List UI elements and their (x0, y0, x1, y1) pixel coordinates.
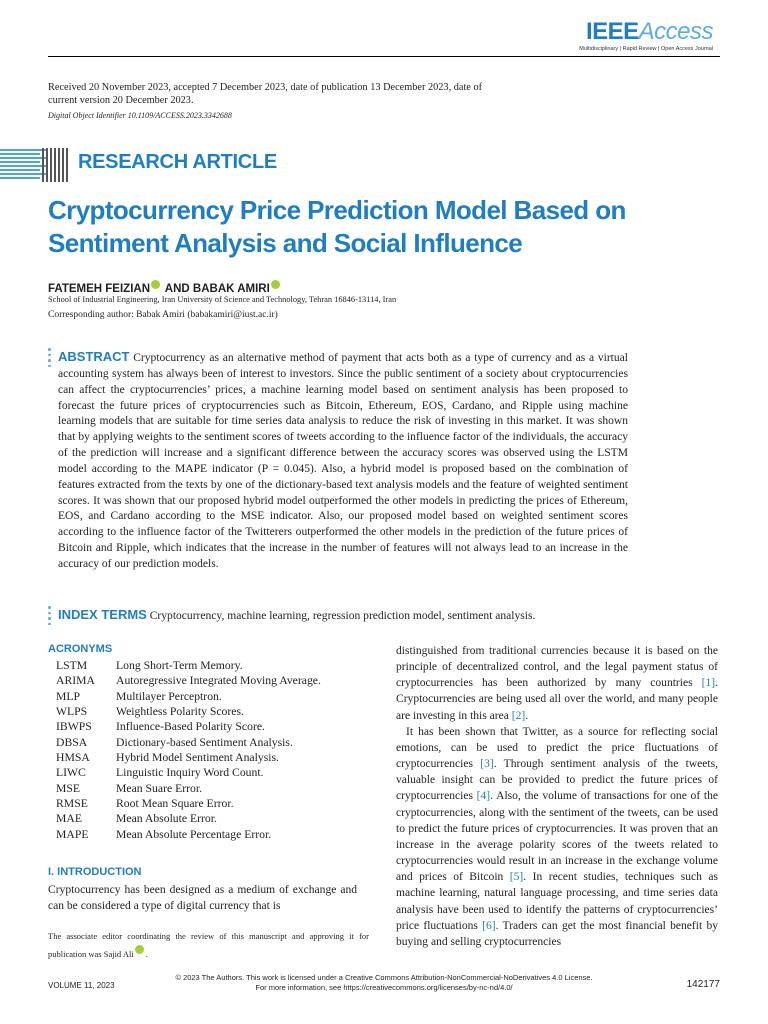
index-terms-label: INDEX TERMS (58, 607, 147, 622)
right-column (396, 643, 718, 950)
citation-link[interactable]: [5] (509, 871, 524, 884)
affiliation: School of Industrial Engineering, Iran University of Science and Technology, Tehran 16846-13114, Iran (48, 295, 397, 304)
section-heading-introduction: I. INTRODUCTION (48, 866, 142, 878)
doi[interactable]: Digital Object Identifier 10.1109/ACCESS.2023.3342688 (48, 111, 232, 120)
acronym-abbr: MLP (56, 689, 81, 703)
logo-access: Access (638, 18, 713, 45)
paper-title: Cryptocurrency Price Prediction Model Based on Sentiment Analysis and Social Influence (48, 195, 626, 258)
editor-footnote (48, 929, 369, 962)
acronym-abbr: MSE (56, 781, 81, 795)
paragraph (396, 724, 718, 950)
citation-link[interactable]: [3] (480, 758, 494, 771)
citation-link[interactable]: [2] (511, 709, 526, 722)
header-rule (48, 56, 720, 57)
text-run: . In recent studies, techniques such as machine learning, natural language processing, and time series data analysis have been used to identify the patterns of cryptocurrencies’ price fluctuations (396, 871, 718, 932)
footnote-period: . (145, 948, 148, 959)
acronym-row (56, 704, 321, 719)
license-line: © 2023 The Authors. This work is licensed under a Creative Commons Attribution-NonCommercial-NoDerivatives 4.0 License. (175, 973, 593, 982)
journal-tagline: Multidisciplinary | Rapid Review | Open Access Journal (579, 46, 713, 52)
text-run: It has been shown that Twitter, as a source for reflecting social emotions, can be used to predict the price fluctuations of cryptocurrencies (396, 725, 718, 771)
acronyms-list (56, 658, 321, 842)
logo-ieee: IEEE (585, 18, 639, 45)
acronym-definition: Hybrid Model Sentiment Analysis. (116, 751, 279, 765)
text-run: . Traders can get the most financial benefit by buying and selling cryptocurrencies (396, 919, 718, 948)
acronym-abbr: ARIMA (56, 674, 95, 688)
corresponding-author: Corresponding author: Babak Amiri (babakamiri@iust.ac.ir) (48, 310, 278, 320)
license-notice (100, 973, 668, 993)
text-run: distinguished from traditional currencies because it is based on the principle of decentralized control, and the legal payment status of cryptocurrencies has been authorized by many countries (396, 645, 718, 690)
acronym-definition: Mean Absolute Percentage Error. (116, 827, 272, 841)
acronym-row (56, 781, 321, 796)
acronym-row (56, 719, 321, 734)
footnote-text: The associate editor coordinating the review of this manuscript and approving it for publication was Sajid Ali (48, 931, 369, 959)
acronym-row (56, 735, 321, 750)
orcid-icon[interactable] (271, 280, 280, 289)
abstract (58, 349, 628, 573)
acronym-abbr: RMSE (56, 797, 88, 811)
text-run: . (525, 709, 529, 722)
acronym-row (56, 765, 321, 780)
acronym-definition: Multilayer Perceptron. (116, 689, 222, 703)
acronym-abbr: MAPE (56, 827, 89, 841)
acronym-abbr: MAE (56, 812, 82, 826)
acronym-abbr: DBSA (56, 735, 88, 749)
acronym-definition: Long Short-Term Memory. (116, 659, 243, 672)
banner-bars-icon (42, 148, 72, 182)
journal-logo (573, 20, 713, 52)
acronym-definition: Mean Suare Error. (116, 781, 203, 795)
abstract-dots-icon (48, 348, 51, 370)
index-terms-text: Cryptocurrency, machine learning, regression prediction model, sentiment analysis. (149, 610, 536, 622)
index-dots-icon (48, 606, 51, 628)
received-dates: Received 20 November 2023, accepted 7 December 2023, date of publication 13 December 2023, date of current version 20 December 2023. (48, 82, 483, 106)
abstract-text: Cryptocurrency as an alternative method of payment that acts both as a type of currency and as a virtual accounting system has always been of interest to investors. Since the public sentiment of a society about cryptocurrencies can affect the cryptocurrencies’ prices, a machine learning model based on sentiment analysis has been proposed to forecast the future prices of cryptocurrencies such as Bitcoin, Ethereum, EOS, Cardano, and Ripple using machine learning models that are suitable for time series data analysis to reduce the risk of investing in this market. It was shown that by applying weights to the sentiment scores of tweets according to the influence factor of the individuals, the accuracy of the prediction will increase and a significant difference between the accuracy scores was observed using the LSTM model according to the MAPE indicator (P = 0.045). Also, a hybrid model is proposed based on the combination of features extracted from the texts by one of the dictionary-based text analysis models and the feature of weighted sentiment scores. It was shown that our proposed hybrid model outperformed the other models in predicting the prices of Ethereum, EOS, and Cardano according to the MSE indicator. Also, our proposed model based on weighted sentiment scores according to the influence factor of the Twitterers outperformed the other models in the prediction of the future prices of Bitcoin and Ripple, which indicates that the increase in the number of features will not always lead to an increase in the accuracy of our prediction models. (58, 352, 628, 570)
introduction-text: Cryptocurrency has been designed as a medium of exchange and can be considered a type of digital currency that is (48, 884, 357, 912)
acronym-definition: Influence-Based Polarity Score. (116, 720, 265, 734)
index-terms (58, 607, 628, 622)
acronym-abbr: WLPS (56, 705, 88, 719)
author-conjunction: AND (162, 283, 193, 295)
banner-stripes-icon (0, 149, 46, 181)
acronym-row (56, 658, 321, 673)
acronym-abbr: IBWPS (56, 720, 92, 734)
paragraph (396, 643, 718, 724)
acronym-definition: Linguistic Inquiry Word Count. (116, 766, 264, 780)
text-run: . Also, the volume of transactions for one of the cryptocurrencies, along with the sentiment of the tweets, can be used to predict the future prices of cryptocurrencies. It was proven that an increase in the average polarity scores of the tweets related to cryptocurrencies would result in an increase in the exchange volume and prices of Bitcoin (396, 790, 718, 884)
acronym-definition: Autoregressive Integrated Moving Average. (116, 674, 321, 688)
author-2[interactable]: BABAK AMIRI (192, 283, 270, 295)
citation-link[interactable]: [1] (701, 677, 716, 690)
acronym-abbr: LSTM (56, 659, 88, 672)
acronym-row (56, 689, 321, 704)
acronym-definition: Mean Absolute Error. (116, 812, 217, 826)
citation-link[interactable]: [6] (482, 919, 496, 932)
acronym-row (56, 811, 321, 826)
article-type: RESEARCH ARTICLE (78, 151, 277, 173)
acronym-row (56, 796, 321, 811)
acronym-row (56, 673, 321, 688)
volume: VOLUME 11, 2023 (48, 981, 115, 990)
license-url[interactable]: For more information, see https://creativecommons.org/licenses/by-nc-nd/4.0/ (255, 983, 513, 992)
orcid-icon[interactable] (135, 945, 144, 954)
citation-link[interactable]: [4] (476, 790, 491, 803)
acronym-definition: Root Mean Square Error. (116, 797, 234, 811)
abstract-label: ABSTRACT (58, 349, 130, 364)
acronyms-heading: ACRONYMS (48, 643, 113, 655)
text-run: . Cryptocurrencies are being used all over the world, and many people are investing in this area (396, 677, 718, 722)
acronym-abbr: HMSA (56, 751, 90, 765)
acronym-definition: Weightless Polarity Scores. (116, 705, 244, 719)
acronym-abbr: LIWC (56, 766, 86, 780)
author-1[interactable]: FATEMEH FEIZIAN (48, 283, 151, 295)
text-run: . Through sentiment analysis of the tweets, valuable insight can be provided to predict the future prices of cryptocurrencies (396, 758, 718, 803)
acronym-row (56, 750, 321, 765)
acronym-row (56, 827, 321, 842)
page-number: 142177 (686, 979, 720, 990)
authors (48, 280, 282, 295)
acronym-definition: Dictionary-based Sentiment Analysis. (116, 735, 293, 749)
orcid-icon[interactable] (151, 280, 160, 289)
